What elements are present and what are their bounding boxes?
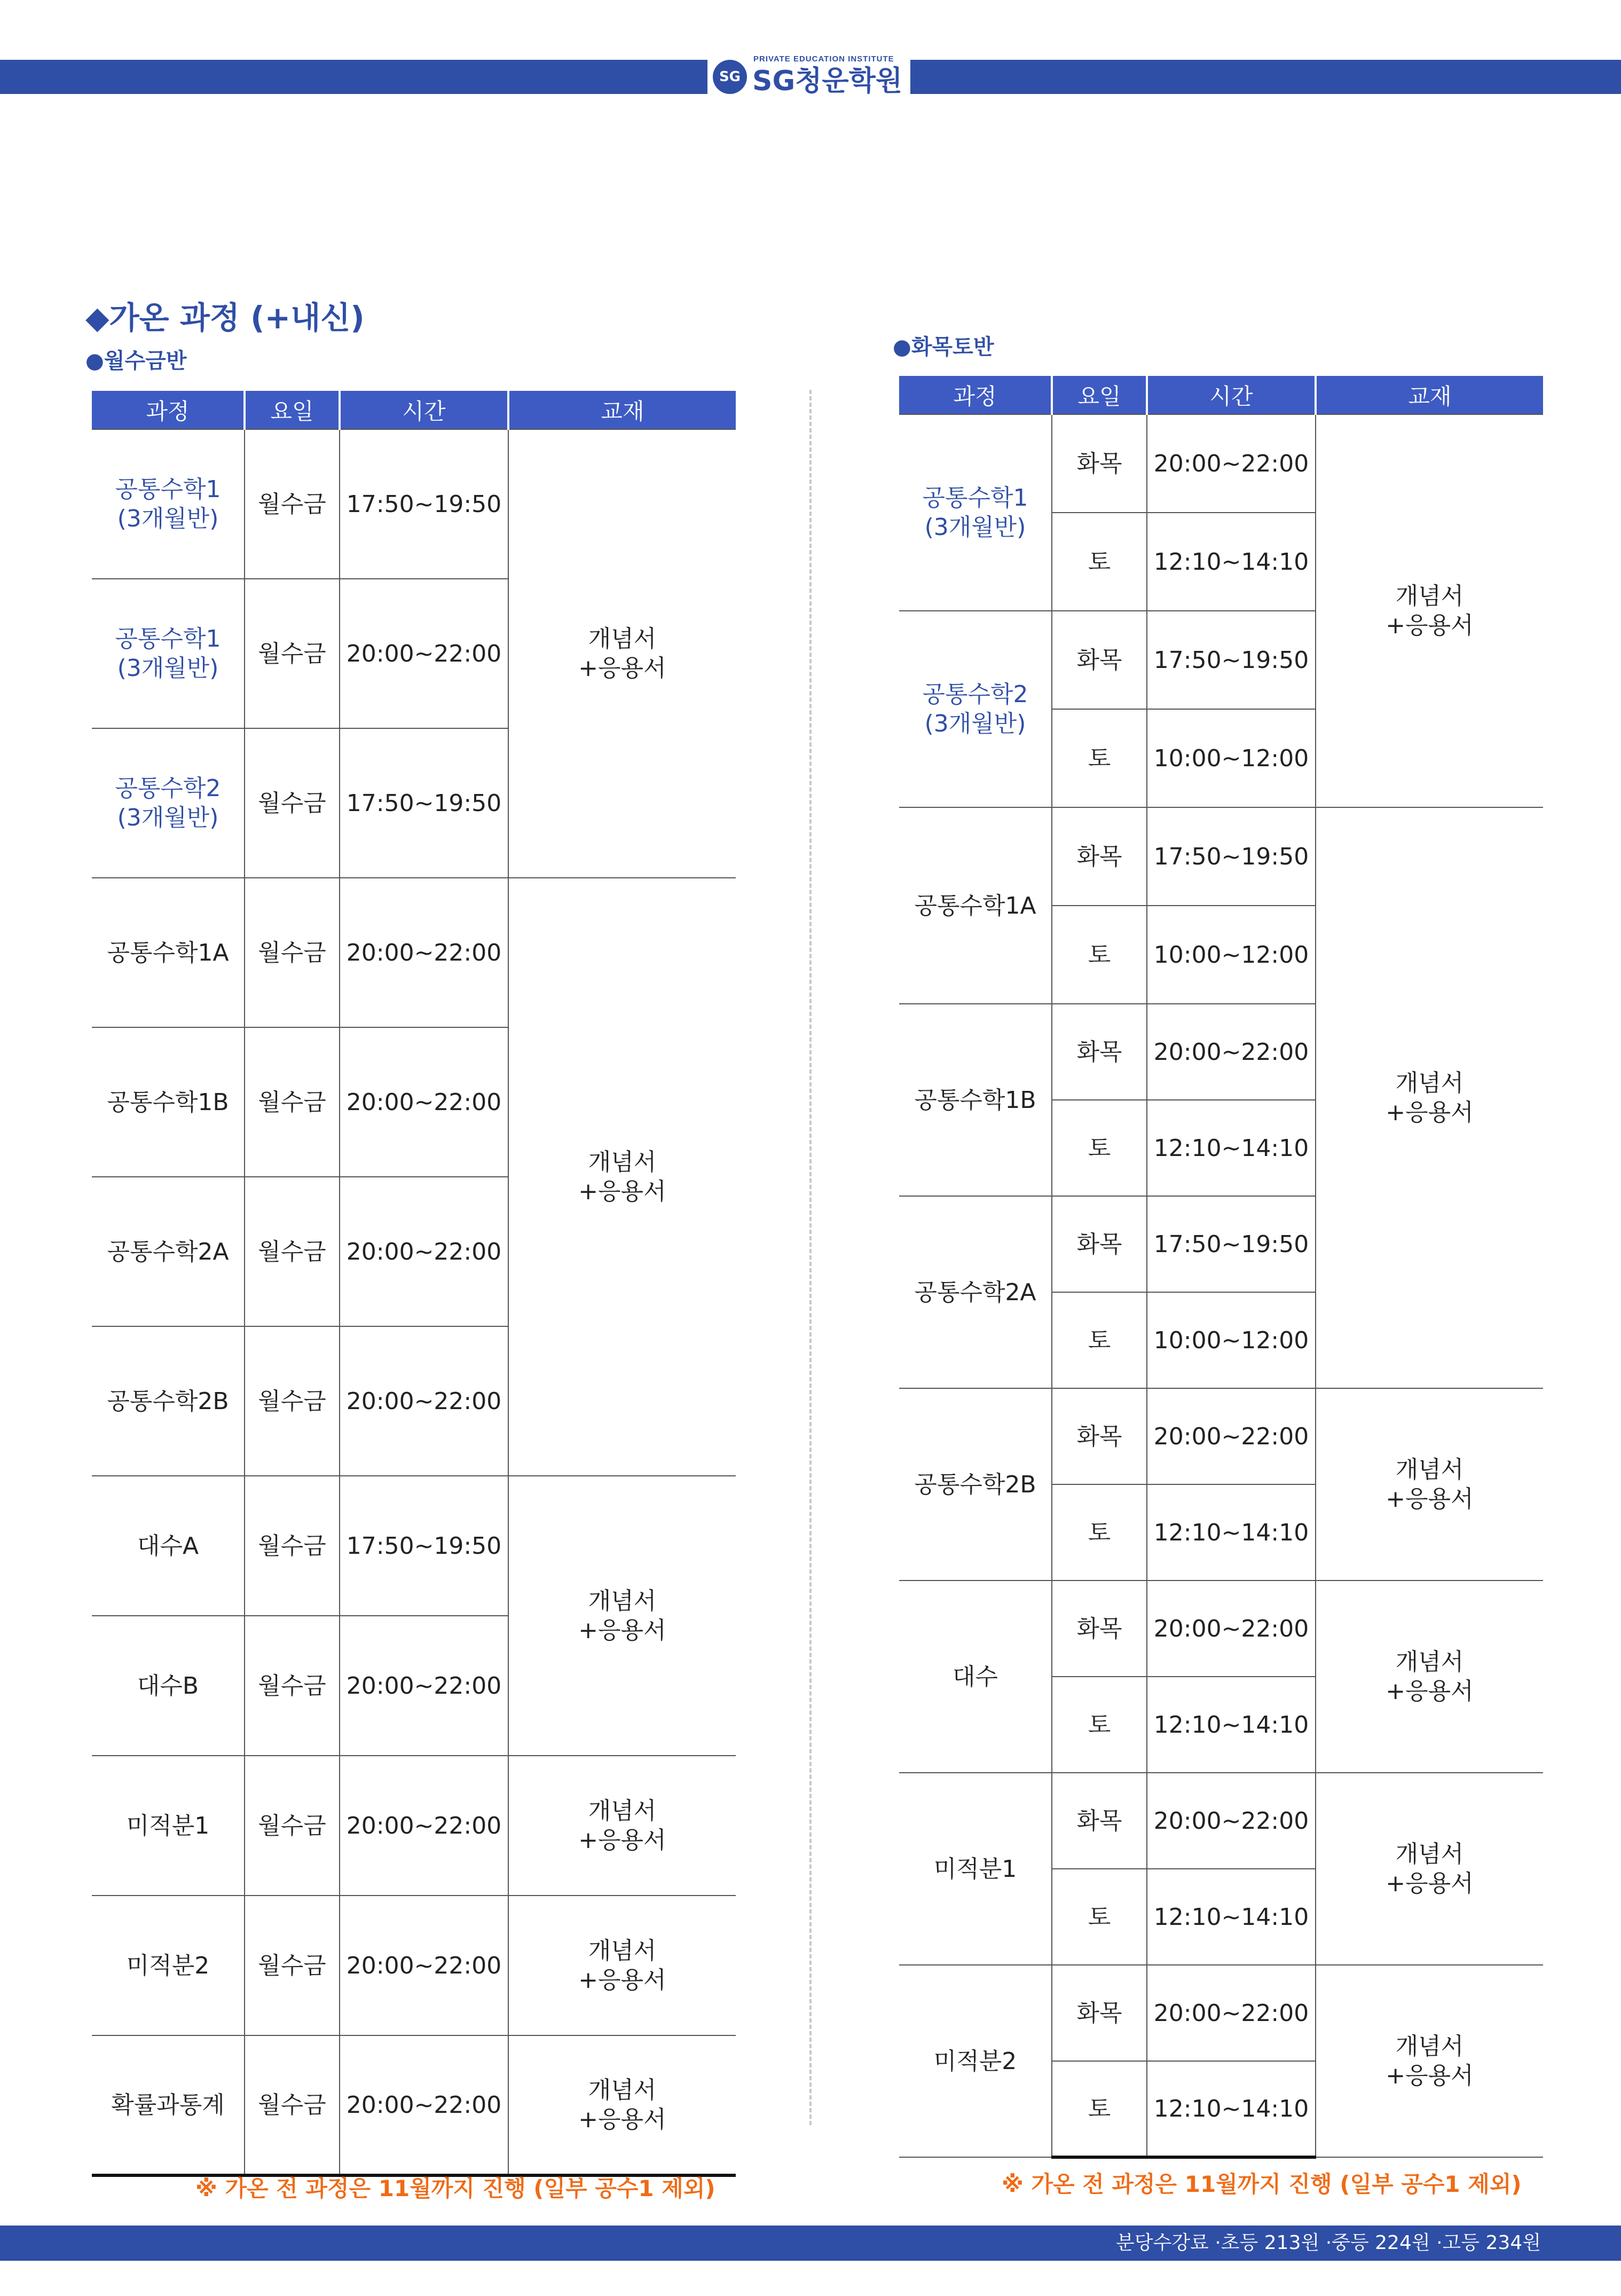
material-cell: 개념서 +응용서: [1316, 1581, 1543, 1773]
column-header: 요일: [1052, 376, 1147, 414]
course-cell: 대수: [899, 1581, 1052, 1773]
day-cell: 월수금: [245, 1756, 340, 1896]
time-cell: 20:00~22:00: [1147, 1773, 1316, 1869]
left-section-label: ●월수금반: [85, 349, 187, 373]
day-cell: 월수금: [245, 2035, 340, 2175]
day-cell: 화목: [1052, 1388, 1147, 1484]
brand-logo: [707, 50, 910, 101]
time-cell: 20:00~22:00: [1147, 1581, 1316, 1677]
material-cell: 개념서 +응용서: [508, 1476, 736, 1756]
material-cell: 개념서 +응용서: [508, 2035, 736, 2175]
table-row: [899, 1388, 1543, 1484]
time-cell: 20:00~22:00: [1147, 1965, 1316, 2061]
course-cell: 확률과통계: [92, 2035, 245, 2175]
material-cell: 개념서 +응용서: [508, 429, 736, 878]
column-header: 과정: [899, 376, 1052, 414]
course-cell: 공통수학1 (3개월반): [92, 429, 245, 579]
table-row: [92, 1756, 736, 1896]
day-cell: 월수금: [245, 878, 340, 1027]
day-cell: 화목: [1052, 1004, 1147, 1100]
course-cell: 공통수학1 (3개월반): [899, 414, 1052, 611]
day-cell: 화목: [1052, 807, 1147, 906]
day-cell: 토: [1052, 709, 1147, 807]
left-schedule-table: [92, 391, 736, 2177]
course-cell: 대수B: [92, 1616, 245, 1756]
table-row: [92, 429, 736, 579]
material-cell: 개념서 +응용서: [1316, 414, 1543, 807]
day-cell: 월수금: [245, 429, 340, 579]
time-cell: 12:10~14:10: [1147, 513, 1316, 611]
day-cell: 토: [1052, 1677, 1147, 1773]
column-header: 교재: [1316, 376, 1543, 414]
table-row: [899, 1581, 1543, 1677]
course-cell: 공통수학1 (3개월반): [92, 579, 245, 728]
day-cell: 화목: [1052, 611, 1147, 709]
table-row: [899, 807, 1543, 906]
brand-subtitle: PRIVATE EDUCATION INSTITUTE: [753, 54, 894, 64]
day-cell: 토: [1052, 1292, 1147, 1388]
course-cell: 공통수학1B: [92, 1027, 245, 1177]
day-cell: 화목: [1052, 1965, 1147, 2061]
section-divider: [809, 390, 812, 2125]
table-row: [92, 1476, 736, 1616]
day-cell: 월수금: [245, 1476, 340, 1616]
column-header: 요일: [245, 391, 340, 429]
brand-name: SG청운학원: [752, 65, 903, 97]
day-cell: 월수금: [245, 1896, 340, 2035]
day-cell: 토: [1052, 1869, 1147, 1965]
time-cell: 20:00~22:00: [340, 1177, 508, 1326]
day-cell: 월수금: [245, 1027, 340, 1177]
day-cell: 화목: [1052, 1581, 1147, 1677]
left-footnote: ※ 가온 전 과정은 11월까지 진행 (일부 공수1 제외): [195, 2175, 715, 2201]
right-schedule-table: [899, 376, 1543, 2159]
course-cell: 공통수학2A: [92, 1177, 245, 1326]
time-cell: 12:10~14:10: [1147, 1869, 1316, 1965]
day-cell: 토: [1052, 1100, 1147, 1196]
course-cell: 공통수학2B: [92, 1326, 245, 1476]
day-cell: 토: [1052, 906, 1147, 1004]
course-cell: 미적분2: [92, 1896, 245, 2035]
time-cell: 17:50~19:50: [1147, 1196, 1316, 1292]
course-cell: 공통수학2 (3개월반): [92, 728, 245, 878]
time-cell: 17:50~19:50: [1147, 807, 1316, 906]
time-cell: 20:00~22:00: [340, 1756, 508, 1896]
time-cell: 20:00~22:00: [1147, 1388, 1316, 1484]
time-cell: 20:00~22:00: [340, 2035, 508, 2175]
table-row: [92, 2035, 736, 2175]
time-cell: 17:50~19:50: [340, 728, 508, 878]
material-cell: 개념서 +응용서: [1316, 1388, 1543, 1581]
time-cell: 10:00~12:00: [1147, 906, 1316, 1004]
day-cell: 화목: [1052, 1196, 1147, 1292]
time-cell: 20:00~22:00: [340, 1896, 508, 2035]
right-footnote: ※ 가온 전 과정은 11월까지 진행 (일부 공수1 제외): [1002, 2171, 1522, 2197]
column-header: 과정: [92, 391, 245, 429]
course-cell: 공통수학2A: [899, 1196, 1052, 1388]
day-cell: 월수금: [245, 1326, 340, 1476]
table-row: [92, 1896, 736, 2035]
time-cell: 10:00~12:00: [1147, 1292, 1316, 1388]
material-cell: 개념서 +응용서: [508, 1896, 736, 2035]
brand-mark-icon: SG: [713, 60, 747, 94]
time-cell: 12:10~14:10: [1147, 1484, 1316, 1581]
column-header: 교재: [508, 391, 736, 429]
right-section-label: ●화목토반: [893, 335, 994, 359]
day-cell: 월수금: [245, 728, 340, 878]
course-cell: 공통수학1A: [92, 878, 245, 1027]
material-cell: 개념서 +응용서: [1316, 807, 1543, 1388]
time-cell: 20:00~22:00: [1147, 414, 1316, 513]
column-header: 시간: [340, 391, 508, 429]
day-cell: 토: [1052, 2061, 1147, 2157]
course-cell: 미적분1: [899, 1773, 1052, 1965]
material-cell: 개념서 +응용서: [1316, 1773, 1543, 1965]
day-cell: 월수금: [245, 1616, 340, 1756]
course-cell: 공통수학1A: [899, 807, 1052, 1004]
time-cell: 20:00~22:00: [340, 1616, 508, 1756]
time-cell: 20:00~22:00: [340, 579, 508, 728]
material-cell: 개념서 +응용서: [1316, 1965, 1543, 2157]
time-cell: 20:00~22:00: [340, 878, 508, 1027]
day-cell: 월수금: [245, 579, 340, 728]
time-cell: 12:10~14:10: [1147, 1100, 1316, 1196]
time-cell: 17:50~19:50: [1147, 611, 1316, 709]
course-cell: 공통수학1B: [899, 1004, 1052, 1196]
time-cell: 12:10~14:10: [1147, 1677, 1316, 1773]
table-row: [92, 878, 736, 1027]
page-title: ◆가온 과정 (+내신): [85, 300, 365, 336]
course-cell: 공통수학2 (3개월반): [899, 611, 1052, 807]
time-cell: 20:00~22:00: [1147, 1004, 1316, 1100]
day-cell: 토: [1052, 513, 1147, 611]
day-cell: 화목: [1052, 414, 1147, 513]
course-cell: 공통수학2B: [899, 1388, 1052, 1581]
material-cell: 개념서 +응용서: [508, 1756, 736, 1896]
fee-info: 분당수강료 ·초등 213원 ·중등 224원 ·고등 234원: [1116, 2232, 1541, 2254]
day-cell: 월수금: [245, 1177, 340, 1326]
column-header: 시간: [1147, 376, 1316, 414]
table-row: [899, 414, 1543, 513]
time-cell: 17:50~19:50: [340, 1476, 508, 1616]
time-cell: 10:00~12:00: [1147, 709, 1316, 807]
time-cell: 12:10~14:10: [1147, 2061, 1316, 2157]
table-row: [899, 1965, 1543, 2061]
time-cell: 17:50~19:50: [340, 429, 508, 579]
material-cell: 개념서 +응용서: [508, 878, 736, 1476]
course-cell: 미적분2: [899, 1965, 1052, 2157]
time-cell: 20:00~22:00: [340, 1027, 508, 1177]
time-cell: 20:00~22:00: [340, 1326, 508, 1476]
course-cell: 대수A: [92, 1476, 245, 1616]
day-cell: 토: [1052, 1484, 1147, 1581]
course-cell: 미적분1: [92, 1756, 245, 1896]
day-cell: 화목: [1052, 1773, 1147, 1869]
table-row: [899, 1773, 1543, 1869]
